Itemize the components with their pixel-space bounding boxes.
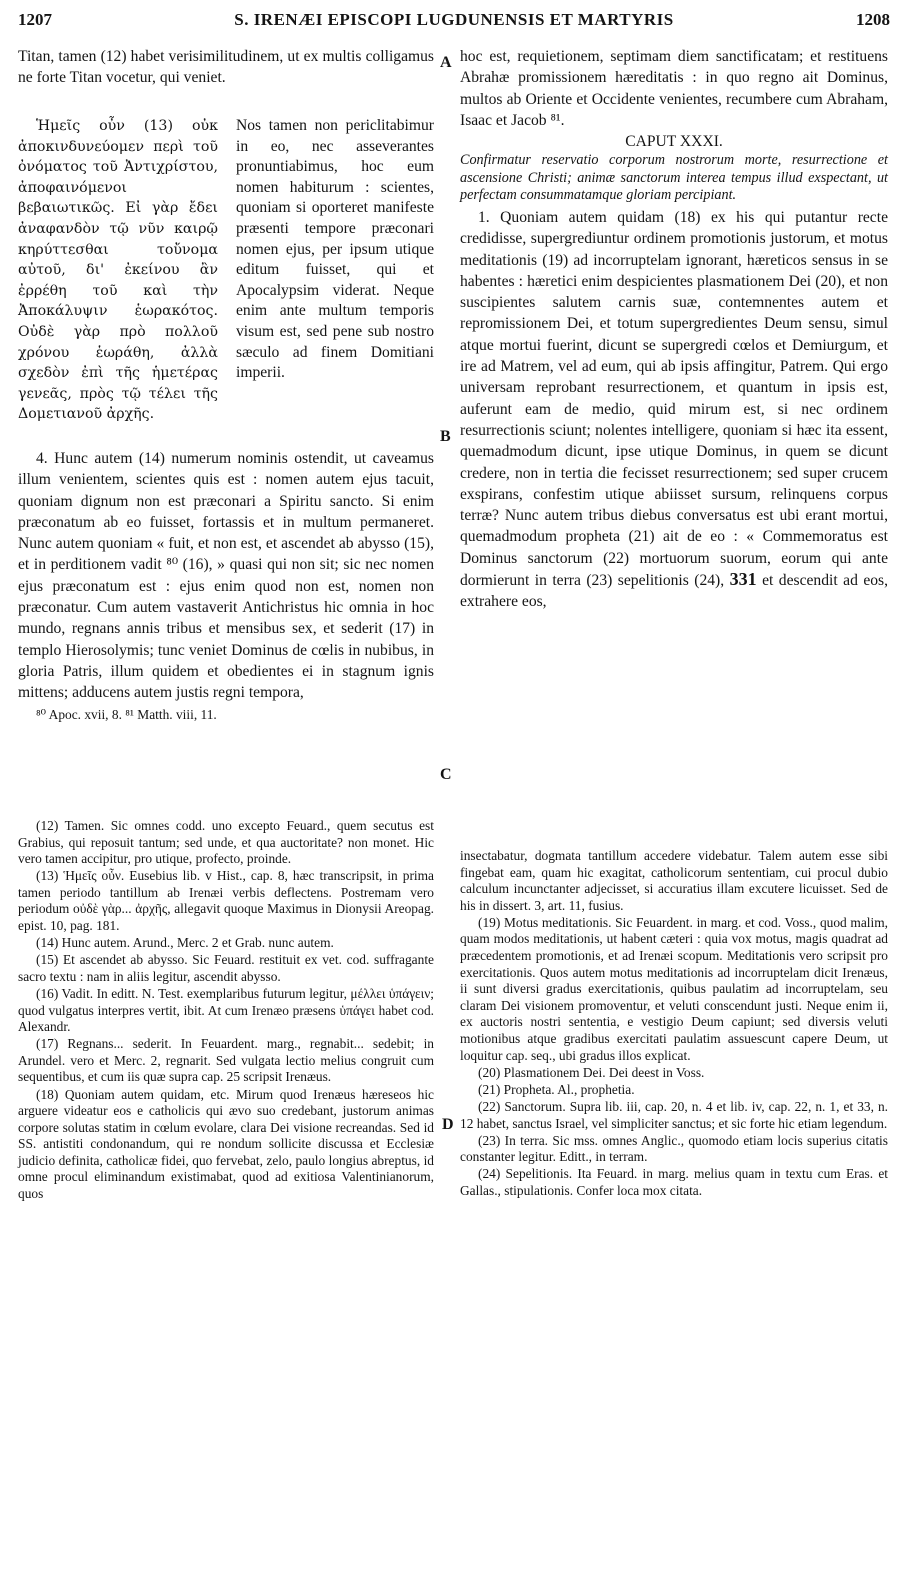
left-column-intro [18, 46, 434, 89]
right-intro-text: hoc est, requietionem, septimam diem sanctificatam; et restituens Abrahæ promissionem hæreditatis : in quo regno ait Dominus, multos ab Oriente et Occidente venientes, recumbere cum Abraham, Isaac et Jacob ⁸¹. [460, 48, 888, 129]
margin-letter-c: C [440, 766, 452, 783]
left-column-main [18, 448, 434, 725]
note-20: (20) Plasmationem Dei. Dei deest in Voss. [478, 1064, 705, 1080]
page-number-right: 1208 [856, 10, 890, 29]
margin-letter-d: D [442, 1116, 454, 1133]
paragraph-4: 4. Hunc autem (14) numerum nominis ostendit, ut caveamus illum venientem, scientes quis est : nomen autem ejus tacuit, quoniam dignum non est præconari a Spiritu sancto. Si enim præconatum ab eo fuisset, fortassis et in multum permaneret. Nunc autem quoniam « fuit, et non est, et ascendet ab abysso (15), et in perditionem vadit ⁸⁰ (16), » quasi qui non sit; sic nec nomen ejus præconatum est : ejus enim quod non est, nomen non præconatur. Cum autem vastaverit Antichristus hic omnia in hoc mundo, regnans annis tribus et mensibus sex, et sederit (17) in templo Hierosolymis; tunc veniet Dominus de cœlis in nubibus, in gloria Patris, illum quidem et obedientes ei in stagnum ignis mittens; adducens autem justis regni tempora, [18, 450, 434, 702]
left-intro-text: Titan, tamen (12) habet verisimilitudinem, ut ex multis colligamus ne forte Titan vocetur, qui veniet. [18, 48, 434, 87]
note-17: (17) Regnans... sederit. In Feuardent. marg., regnabit... sedebit; in Arundel. vero et Merc. 2, regnarit. Sed vulgata lectio melius congruit cum sequentibus, et cum iis quæ supra cap. 25 scripsit Irenæus. [18, 1036, 434, 1085]
chapter-argument: Confirmatur reservatio corporum nostrorum morte, resurrectione et ascensione Christi; animæ sanctorum interea tempus illud exspectant, ut perfectam consummatamque gloriam percipiant. [460, 152, 888, 204]
greek-column [18, 116, 218, 425]
greek-text: Ἡμεῖς οὖν (13) οὐκ ἀποκινδυνεύομεν περὶ τοῦ ὀνόματος τοῦ Ἀντιχρίστου, ἀποφαινόμενοι βεβαιωτικῶς. Εἰ γὰρ ἔδει ἀναφανδὸν τῷ νῦν καιρῷ κηρύττεσθαι τοὔνομα αὐτοῦ, δι' ἐκείνου ἂν ἐρρέθη τοῦ καὶ τὴν Ἀποκάλυψιν ἑωρακότος. Οὐδὲ γὰρ πρὸ πολλοῦ χρόνου ἑωράθη, ἀλλὰ σχεδὸν ἐπὶ τῆς ἡμετέρας γενεᾶς, πρὸς τῷ τέλει τῆς Δομετιανοῦ ἀρχῆς. [18, 118, 218, 423]
note-24: (24) Sepelitionis. Ita Feuard. in marg. melius quam in textu cum Eras. et Gallas., stipulationis. Confer loca mox citata. [460, 1166, 888, 1198]
note-23: (23) In terra. Sic mss. omnes Anglic., quomodo etiam locis superius citatis constanter legitur. Editt., in terram. [460, 1132, 888, 1165]
margin-letter-b: B [440, 428, 451, 445]
right-notes [460, 848, 888, 1200]
note-18-continued: insectabatur, dogmata tantillum accedere videbatur. Talem autem esse sibi fingebat eam, quam hic exagitat, catholicorum sententiam, cui procul dubio calculum incunctanter adjecisset, si accuratius illam excutere licuisset. Sed de his in dissert. 3, art. 11, fusius. [460, 848, 888, 913]
paragraph-1: 1. Quoniam autem quidam (18) ex his qui putantur recte credidisse, supergrediuntur ordinem promotionis justorum, et motus meditationis (19) ad incorruptelam ignorant, hæreticos sensus in se habentes : hæretici enim despicientes plasmationem Dei (20), et non suscipientes salutem carnis suæ, contemnentes autem et repromissionem Dei, et totum supergredientes Deum sensu, simul atque mortui fuerint, dicunt se supergredi cœlos et Demiurgum, et ire ad Matrem, vel ad eum, qui ab ipsis affingitur, Patrem. Qui ergo universam reprobant resurrectionem, et quantum in ipsis est, auferunt eam de medio, quid mirum est, si nec ordinem resurrectionis sciunt; nolentes intelligere, quoniam si hæc ita essent, quemadmodum dicunt, ipse utique Dominus, in quem se dicunt credere, non in tertia die fecisset resurrectionem; sed super crucem exspirans, confestim utique abiisset sursum, relinquens corpus terræ? Nunc autem tribus diebus conversatus est ubi erant mortui, quemadmodum propheta (21) ait de eo : « Commemoratus est Dominus sanctorum (22) mortuorum suorum, eorum qui ante dormierunt in terra (23) sepelitionis (24), [460, 208, 888, 590]
note-16: (16) Vadit. In editt. N. Test. exemplaribus futurum legitur, μέλλει ὑπάγειν; quod vulgatus interpres vertit, ibit. At cum Irenæo præsens ὑπάγει habet cod. Alexandr. [18, 985, 434, 1035]
latin-text: Nos tamen non periclitabimur in eo, nec asseverantes pronuntiabimus, hoc eum nomen habiturum : scientes, quoniam si oporteret manifeste præsenti tempore præconari nomen ejus, per ipsum utique editum fuisset, qui et Apocalypsim viderat. Neque enim ante multum temporis visum est, sed pene sub nostro sæculo ad finem Domitiani imperii. [236, 117, 434, 382]
running-header [18, 10, 890, 40]
note-22: (22) Sanctorum. Supra lib. iii, cap. 20, n. 4 et lib. iv, cap. 22, n. 1, et 33, n. 12 habet, sanctus Israel, vel simpliciter sanctus; et sic forte hic etiam legendum. [460, 1098, 888, 1131]
page-number-left: 1207 [18, 10, 52, 29]
note-18: (18) Quoniam autem quidam, etc. Mirum quod Irenæus hæreseos hic arguere videatur eos e catholicis qui ævo suo credebant, justorum animas corpore solutas statim in cœlum evolare, clara Dei visione recreandas. Sed id SS. antistiti condonandum, qui re nondum sollicite discussa et Ecclesiæ judicio definita, catholicæ fidei, quo fervebat, zelo, paulo longius abreptus, id omne procul eliminandum existimabat, quod ad exitiosa Valentinianorum, quos [18, 1086, 434, 1202]
latin-column [236, 116, 434, 384]
paragraph-1-end: et descendit ad eos, extrahere eos, [460, 572, 889, 611]
margin-letter-a: A [440, 54, 452, 71]
note-21: (21) Propheta. Al., prophetia. [478, 1081, 635, 1097]
scripture-references: ⁸⁰ Apoc. xvii, 8. ⁸¹ Matth. viii, 11. [36, 706, 217, 722]
right-column-main [460, 46, 888, 613]
chapter-title: CAPUT XXXI. [625, 133, 723, 151]
note-19: (19) Motus meditationis. Sic Feuardent. in marg. et cod. Voss., quod malim, quam modos meditationis, ut habent cæteri : quia vox motus, magis quadrat ad præcedentem promotionis, et ad Irenæi scopum. Meditationis vero scripsit pro exercitationis. Quos autem motus meditationis ad incorruptelam dicit Irenæus, ii sunt diversi gradus exercitationis, quibus paulatim ad incorruptelam, seu claram Dei visionem promoventur, et veluti conscendunt justi. Neque enim ii, ex auctoris nostri sententia, e vestigio Deum capiunt; sed diversis veluti motionibus atque gradibus exercitati paulatim assuescunt capere Deum, ut loquitur cap. seq., ubi gradus illos explicat. [460, 914, 888, 1063]
running-title: S. IRENÆI EPISCOPI LUGDUNENSIS ET MARTYRIS [234, 10, 674, 29]
left-notes [18, 818, 434, 1203]
column-number-mark: 331 [729, 569, 757, 590]
note-15: (15) Et ascendet ab abysso. Sic Feuard. restituit ex vet. cod. suffragante sacro textu : nam in aliis legitur, ascendit abysso. [18, 952, 434, 984]
note-14: (14) Hunc autem. Arund., Merc. 2 et Grab. nunc autem. [36, 935, 334, 951]
note-12: (12) Tamen. Sic omnes codd. uno excepto Feuard., quem secutus est Grabius, qui reposuit tantum; sed unde, et qua auctoritate? non monet. Hic vero tamen accipitur, pro utique, profecto, proinde. [18, 818, 434, 867]
note-13: (13) Ἡμεῖς οὖν. Eusebius lib. v Hist., cap. 8, hæc transcripsit, in prima tamen periodo tantillum ab Irenæi verbis deflectens. Postremam vero periodum οὐδὲ γὰρ... ἀρχῆς, allegavit quoque Maximus in Dionysii Areopag. epist. 10, pag. 181. [18, 868, 434, 934]
